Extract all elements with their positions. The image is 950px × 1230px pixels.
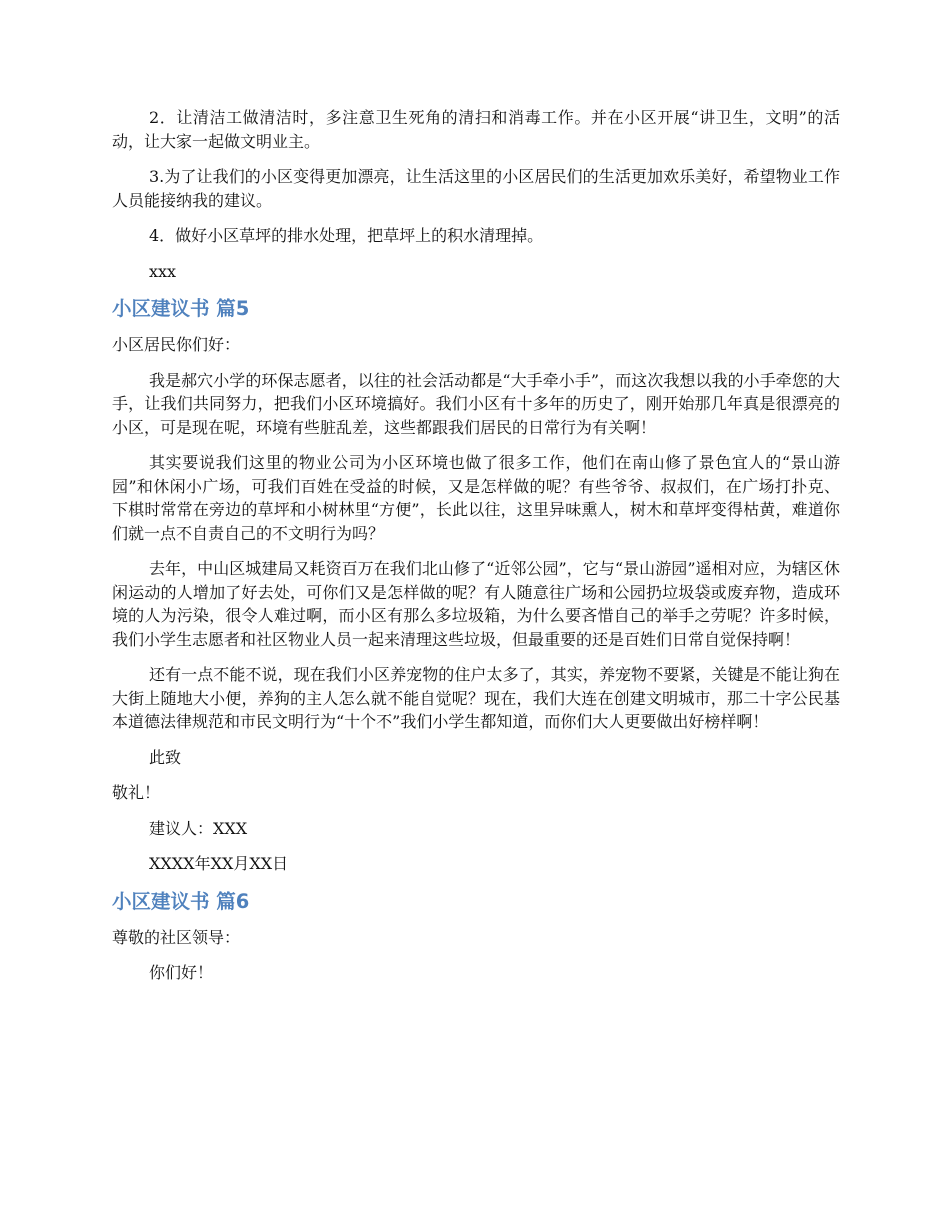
- paragraph-suggestion-3: 3.为了让我们的小区变得更加漂亮，让生活这里的小区居民们的生活更加欢乐美好，希望物业工作人员能接纳我的建议。: [112, 167, 840, 210]
- body-paragraph-5-2: 其实要说我们这里的物业公司为小区环境也做了很多工作，他们在南山修了景色宜人的“景山游园”和休闲小广场，可我们百姓在受益的时候，又是怎样做的呢？有些爷爷、叔叔们，在广场打扑克、下棋时常常在旁边的草坪和小树林里“方便”，长此以往，这里异味熏人，树木和草坪变得枯黄，难道你们就一点不自责自己的不文明行为吗？: [112, 453, 840, 543]
- signature-xxx: xxx: [149, 261, 177, 281]
- greeting-6: 尊敬的社区领导：: [112, 927, 241, 947]
- closing-5: 此致: [149, 747, 182, 767]
- body-paragraph-5-4: 还有一点不能不说，现在我们小区养宠物的住户太多了，其实，养宠物不要紧，关键是不能让狗在大街上随地大小便，养狗的主人怎么就不能自觉呢？现在，我们大连在创建文明城市，那二十字公民基本道德法律规范和市民文明行为“十个不”我们小学生都知道，而你们大人更要做出好榜样啊！: [112, 665, 840, 731]
- section-heading-5: 小区建议书 篇5: [112, 297, 250, 320]
- opening-6: 你们好！: [149, 963, 214, 982]
- body-paragraph-5-1: 我是郝穴小学的环保志愿者，以往的社会活动都是“大手牵小手”，而这次我想以我的小手牵您的大手，让我们共同努力，把我们小区环境搞好。我们小区有十多年的历史了，刚开始那几年真是很漂亮的小区，可是现在呢，环境有些脏乱差，这些都跟我们居民的日常行为有关啊！: [112, 370, 840, 437]
- paragraph-suggestion-2: 2．让清洁工做清洁时，多注意卫生死角的清扫和消毒工作。并在小区开展“讲卫生，文明”的活动，让大家一起做文明业主。: [112, 108, 840, 151]
- body-paragraph-5-3: 去年，中山区城建局又耗资百万在我们北山修了“近邻公园”，它与“景山游园”遥相对应，为辖区休闲运动的人增加了好去处，可你们又是怎样做的呢？有人随意往广场和公园扔垃圾袋或废弃物，造成环境的人为污染，很令人难过啊，而小区有那么多垃圾箱，为什么要吝惜自己的举手之劳呢？许多时候，我们小学生志愿者和社区物业人员一起来清理这些垃圾，但最重要的还是百姓们日常自觉保持啊！: [112, 559, 840, 649]
- greeting-5: 小区居民你们好：: [112, 335, 241, 354]
- signer-5: 建议人：XXX: [149, 818, 248, 838]
- section-heading-6: 小区建议书 篇6: [112, 889, 250, 913]
- date-5: XXXX年XX月XX日: [149, 854, 289, 873]
- salute-5: 敬礼！: [112, 783, 161, 802]
- paragraph-suggestion-4: 4．做好小区草坪的排水处理，把草坪上的积水清理掉。: [149, 226, 544, 245]
- document-page: [112, 106, 840, 997]
